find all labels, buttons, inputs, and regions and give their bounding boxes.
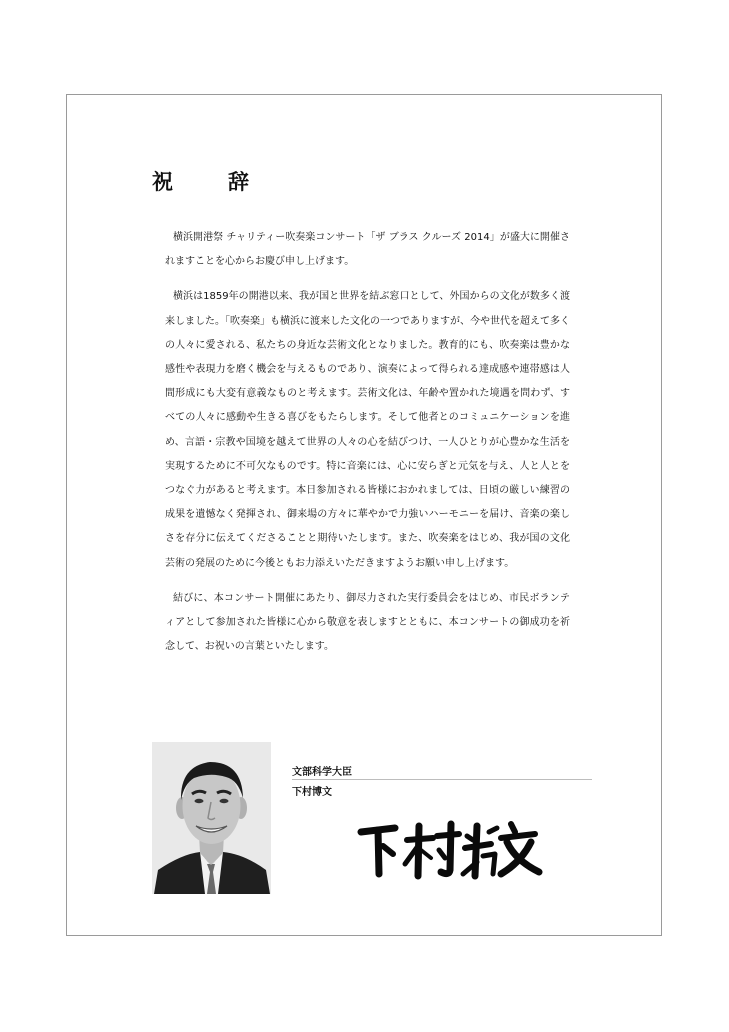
paragraph-main: 横浜は1859年の開港以来、我が国と世界を結ぶ窓口として、外国からの文化が数多く渡来しました。「吹奏楽」も横浜に渡来した文化の一つでありますが、今や世代を超えて多くの人々に愛される、私たちの身近な芸術文化となりました。教育的にも、吹奏楽は豊かな感性や表現力を磨く機会を与えるものであり、演奏によって得られる達成感や連帯感は人間形成にも大変有意義なものと考えます。芸術文化は、年齢や置かれた境遇を問わず、すべての人々に感動や生きる喜びをもたらします。そして他者とのコミュニケーションを進め、言語・宗教や国境を越えて世界の人々の心を結びつけ、一人ひとりが心豊かな生活を実現するために不可欠なものです。特に音楽には、心に安らぎと元気を与え、人と人とをつなぐ力があると考えます。本日参加される皆様におかれましては、日頃の厳しい練習の成果を遺憾なく発揮され、御来場の方々に華やかで力強いハーモニーを届け、音楽の楽しさを存分に伝えてくださることと期待いたします。また、吹奏楽をはじめ、我が国の文化芸術の発展のために今後ともお力添えいただきますようお願い申し上げます。 (165, 291, 570, 569)
paragraph-intro: 横浜開港祭 チャリティー吹奏楽コンサート「ザ ブラス クルーズ 2014」が盛大に開催されますことを心からお慶び申し上げます。 (165, 232, 570, 268)
page-title: 祝 辞 (152, 169, 266, 194)
paragraph-closing: 結びに、本コンサート開催にあたり、御尽力された実行委員会をはじめ、市民ボランティアとして参加された皆様に心から敬意を表しますとともに、本コンサートの御成功を祈念して、お祝いの言葉といたします。 (165, 592, 570, 653)
author-portrait (152, 742, 271, 894)
message-body (165, 226, 570, 670)
portrait-image (152, 742, 271, 894)
author-title: 文部科学大臣 (292, 767, 352, 778)
divider-line (292, 779, 592, 780)
handwritten-signature (355, 818, 545, 880)
author-name: 下村博文 (292, 787, 332, 798)
